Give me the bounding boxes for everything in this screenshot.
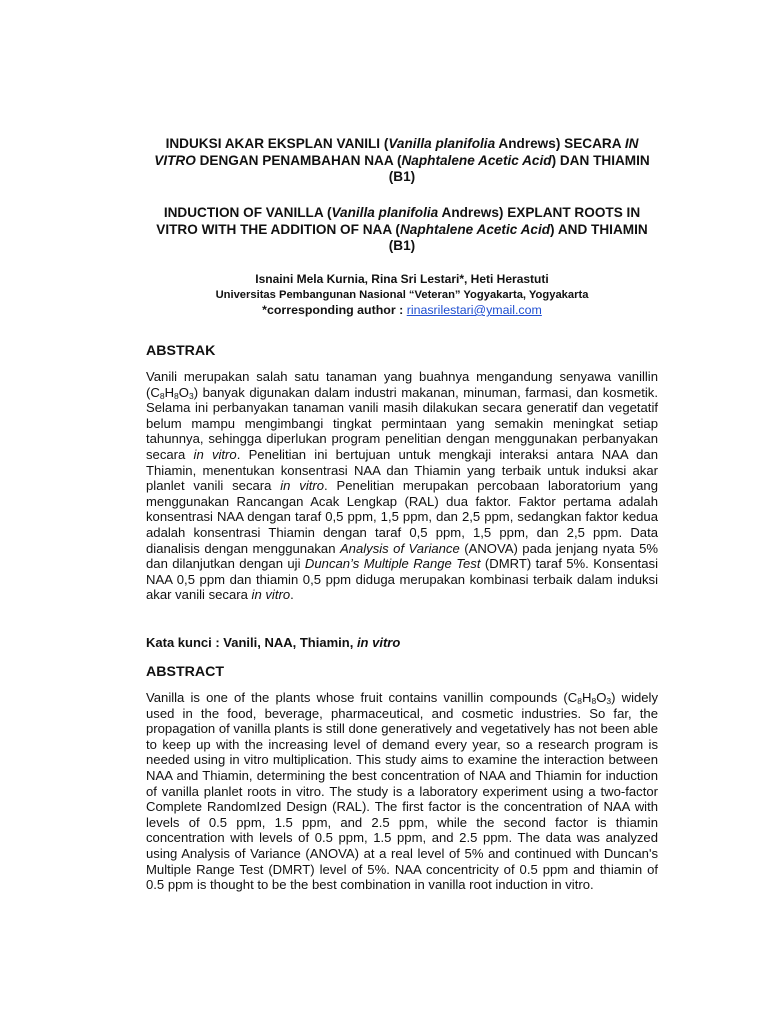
abstrak-italic: Analysis of Variance	[339, 540, 460, 556]
title-id-species: Vanilla planifolia	[388, 136, 496, 151]
title-en-part: INDUCTION OF VANILLA (	[163, 205, 332, 220]
title-id-part: Andrews) SECARA	[495, 136, 625, 151]
subscript: 8	[159, 390, 165, 401]
abstrak-paragraph	[146, 369, 658, 603]
keywords-label: Kata kunci : Vanili, NAA, Thiamin,	[146, 635, 357, 650]
title-id-part: ) DAN THIAMIN (B1)	[388, 152, 650, 185]
abstrak-text: . Penelitian merupakan percobaan laboratorium yang menggunakan Rancangan Acak Lengkap (RAL) dua faktor. Faktor pertama adalah konsentrasi NAA dengan taraf 0,5 ppm, 1,5 ppm, dan 2,5 ppm, sedangkan faktor kedua adalah konsentrasi Thiamin dengan taraf 0,5 ppm, 1,5 ppm, dan 2,5 ppm. Data dianalisis dengan menggunakan	[146, 478, 658, 556]
title-en-part: Andrews) EXPLANT ROOTS IN VITRO WITH THE ADDITION OF NAA (	[156, 205, 641, 237]
subscript: 8	[174, 390, 179, 401]
abstract-text: Vanilla is one of the plants whose fruit contains vanillin compounds (C	[146, 690, 578, 705]
corresponding-author	[146, 303, 658, 319]
abstrak-italic: in vitro	[193, 446, 237, 462]
abstrak-text: .	[290, 587, 294, 603]
title-en-species: Vanilla planifolia	[331, 205, 439, 220]
title-indonesian	[146, 136, 658, 186]
abstrak-text: . Penelitian ini bertujuan untuk mengkaji interaksi antara NAA dan Thiamin, menentukan konsentrasi NAA dan Thiamin yang terbaik untuk induksi akar planlet vanili secara	[146, 446, 658, 494]
abstract-heading: ABSTRACT	[146, 664, 225, 680]
subscript: 3	[188, 390, 194, 401]
abstrak-text: (DMRT) taraf 5%. Konsentasi NAA 0,5 ppm dan thiamin 0,5 ppm diduga merupakan kombinasi terbaik dalam induksi akar vanili secara	[146, 556, 659, 603]
corresponding-label: *corresponding author :	[262, 303, 407, 317]
abstract-text: H	[581, 690, 592, 705]
subscript: 8	[577, 696, 582, 706]
abstrak-text: ) banyak digunakan dalam industri makanan, minuman, farmasi, dan kosmetik. Selama ini perbanyakan tanaman vanili masih dilakukan secara generatif dan vegetatif belum mampu mengimbangi tingkat permintaan yang semakin meningkat setiap tahunnya, sehingga diperlukan program penelitian dengan menggunakan perbanyakan secara	[146, 384, 658, 462]
abstrak-italic: Duncan’s Multiple Range Test	[304, 556, 481, 572]
title-en-naa-name: Naphtalene Acetic Acid	[399, 221, 551, 237]
title-id-invitro: IN VITRO	[154, 136, 639, 168]
abstrak-text: H	[164, 384, 175, 400]
subscript: 3	[606, 696, 612, 706]
abstrak-italic: in vitro	[251, 587, 291, 603]
abstract-text: O	[596, 690, 607, 705]
abstrak-text: (ANOVA) pada jenjang nyata 5% dan dilanjutkan dengan uji	[146, 540, 658, 572]
abstrak-text: Vanili merupakan salah satu tanaman yang buahnya mengandung senyawa vanillin (C	[146, 369, 658, 400]
abstrak-heading: ABSTRAK	[146, 343, 216, 359]
title-english	[146, 205, 658, 255]
title-id-naa-name: Naphtalene Acetic Acid	[401, 152, 552, 168]
affiliation: Universitas Pembangunan Nasional “Veteran” Yogyakarta, Yogyakarta	[215, 288, 589, 301]
subscript: 8	[591, 696, 597, 706]
title-id-part: INDUKSI AKAR EKSPLAN VANILI (	[165, 136, 389, 151]
keywords-line	[146, 635, 658, 650]
abstract-text: ) widely used in the food, beverage, pharmaceutical, and cosmetic industries. So far, the propagation of vanilla plants is still done generatively and vegetatively has not been able to keep up with the increasing level of demand every year, so a research program is needed using in vitro multiplication. This study aims to examine the interaction between NAA and Thiamin, determining the best concentration of NAA and Thiamin for induction of vanilla planlet roots in vitro. The study is a laboratory experiment using a two-factor Complete RandomIzed Design (RAL). The first factor is the concentration of NAA with levels of 0.5 ppm, 1.5 ppm, and 2.5 ppm, while the second factor is thiamin concentration with levels of 0.5 ppm, 1.5 ppm, and 2.5 ppm. The data was analyzed using Analysis of Variance (ANOVA) at a real level of 5% and continued with Duncan's Multiple Range Test (DMRT) level of 5%. NAA concentricity of 0.5 ppm and thiamin of 0.5 ppm is thought to be the best combination in vanilla root induction in vitro.	[146, 690, 658, 893]
abstrak-italic: in vitro	[280, 478, 325, 494]
abstract-paragraph	[146, 690, 658, 893]
title-id-part: DENGAN PENAMBAHAN NAA (	[195, 152, 402, 168]
corresponding-email-link[interactable]: rinasrilestari@ymail.com	[406, 303, 542, 317]
author-block	[146, 272, 658, 319]
author-names: Isnaini Mela Kurnia, Rina Sri Lestari*, Heti Herastuti	[255, 272, 549, 286]
keywords-italic: in vitro	[356, 635, 401, 650]
abstrak-text: O	[178, 384, 189, 400]
title-en-part: ) AND THIAMIN (B1)	[388, 221, 648, 254]
